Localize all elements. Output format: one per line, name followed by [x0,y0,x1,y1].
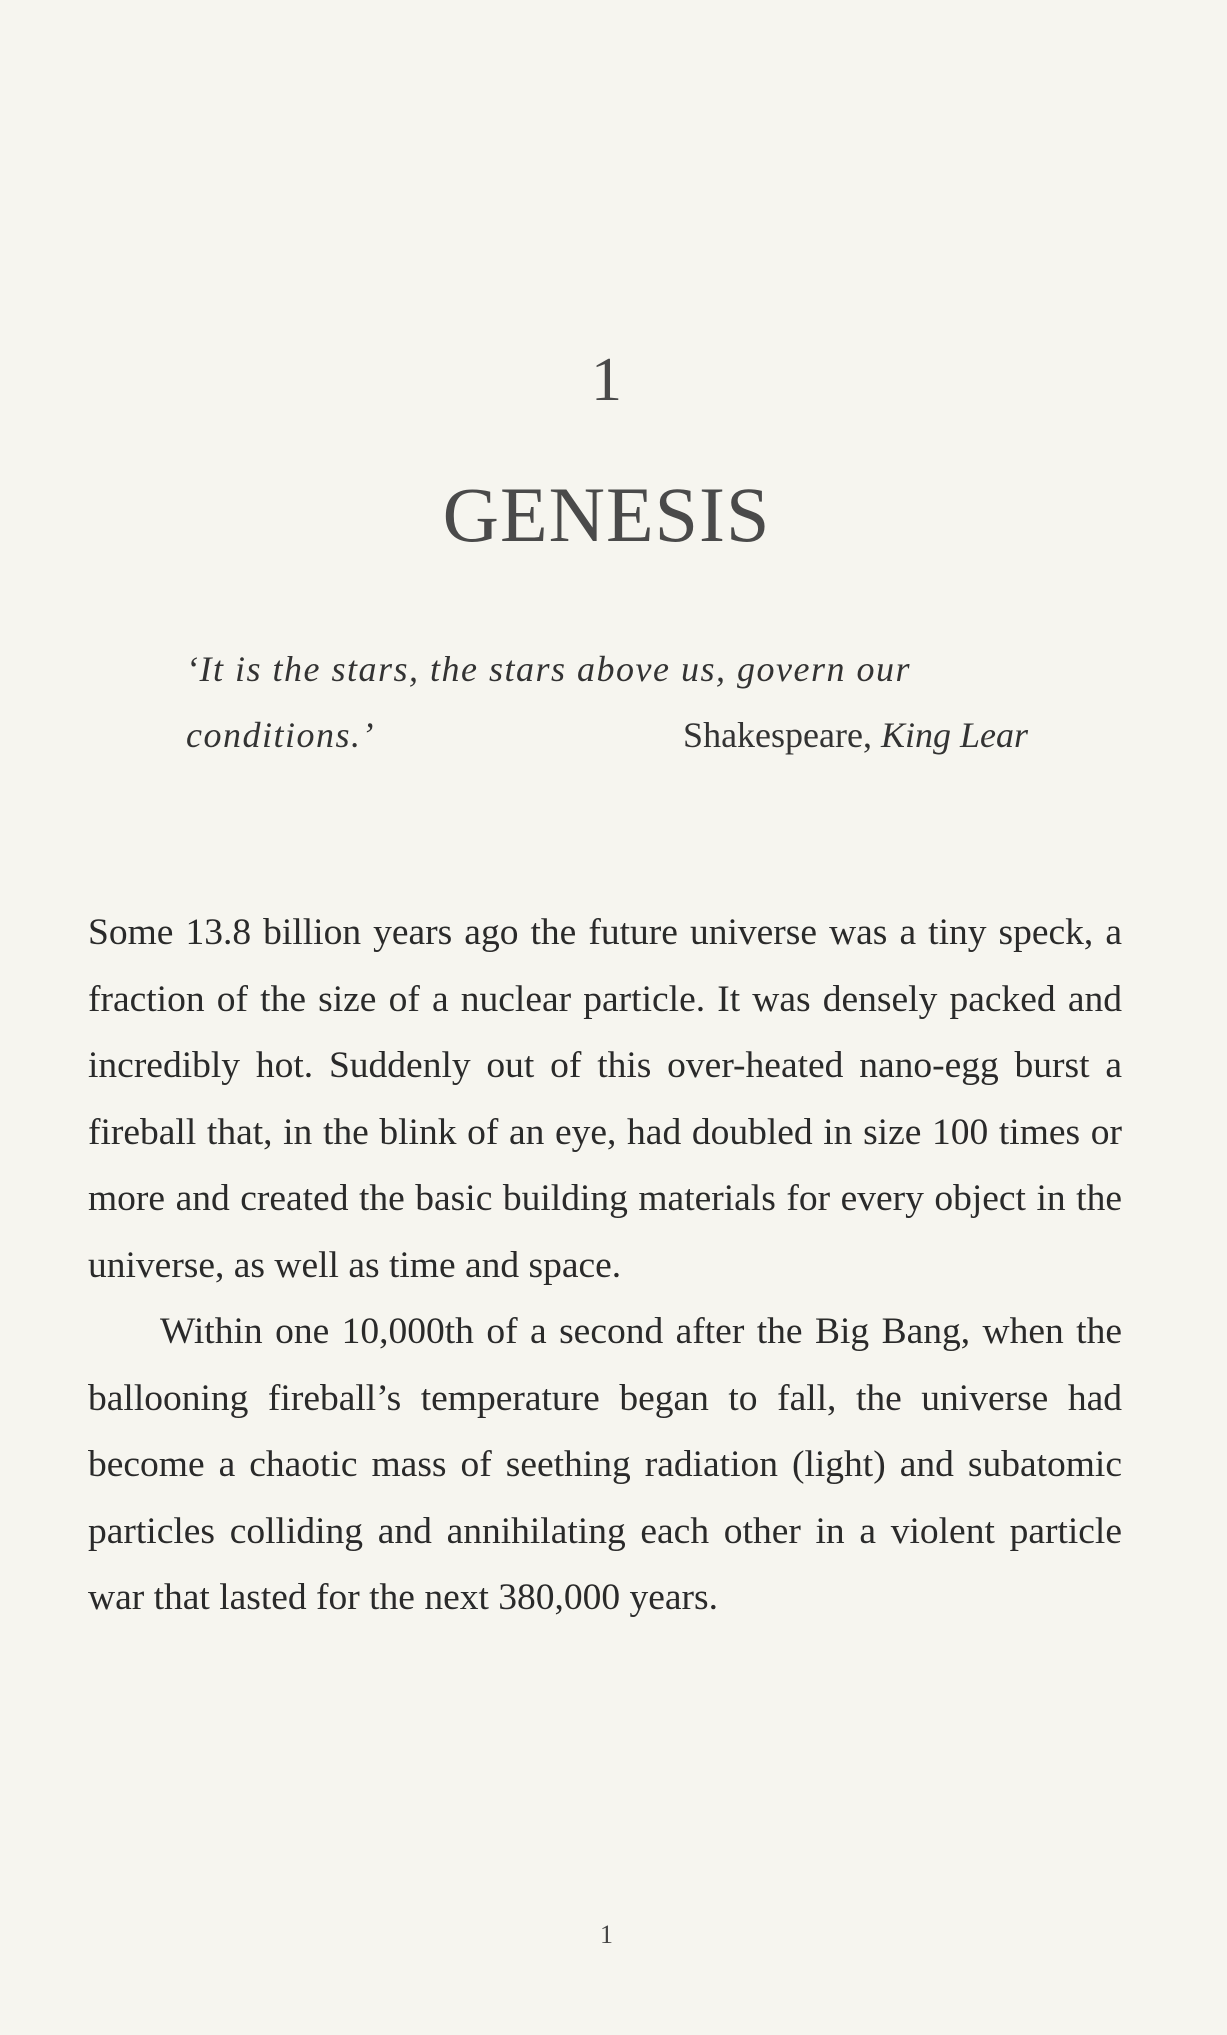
chapter-number: 1 [591,346,622,414]
page-number: 1 [600,1920,613,1949]
chapter-title: GENESIS [442,471,771,558]
epigraph-quote-line-1: ‘It is the stars, the stars above us, govern our [186,649,911,689]
epigraph-author: Shakespeare, [683,715,872,755]
epigraph-work-title: King Lear [880,715,1028,755]
chapter-body [88,900,1122,1632]
paragraph-1: Some 13.8 billion years ago the future universe was a tiny speck, a fraction of the size of a nuclear particle. It was densely packed and incredibly hot. Suddenly out of this over-heated nano-egg burst a fireball that, in the blink of an eye, had doubled in size 100 times or more and created the basic building materials for every object in the universe, as well as time and space. [88,912,1122,1286]
epigraph-quote-line-2: conditions.’ [186,715,375,755]
epigraph [186,636,1028,768]
epigraph-row-2 [186,702,1028,768]
paragraph-2: Within one 10,000th of a second after the Big Bang, when the ballooning fireball’s temperature began to fall, the universe had become a chaotic mass of seething radiation (light) and subatomic particles colliding and annihilating each other in a violent particle war that lasted for the next 380,000 years. [88,1311,1122,1618]
epigraph-attribution [683,702,1028,768]
